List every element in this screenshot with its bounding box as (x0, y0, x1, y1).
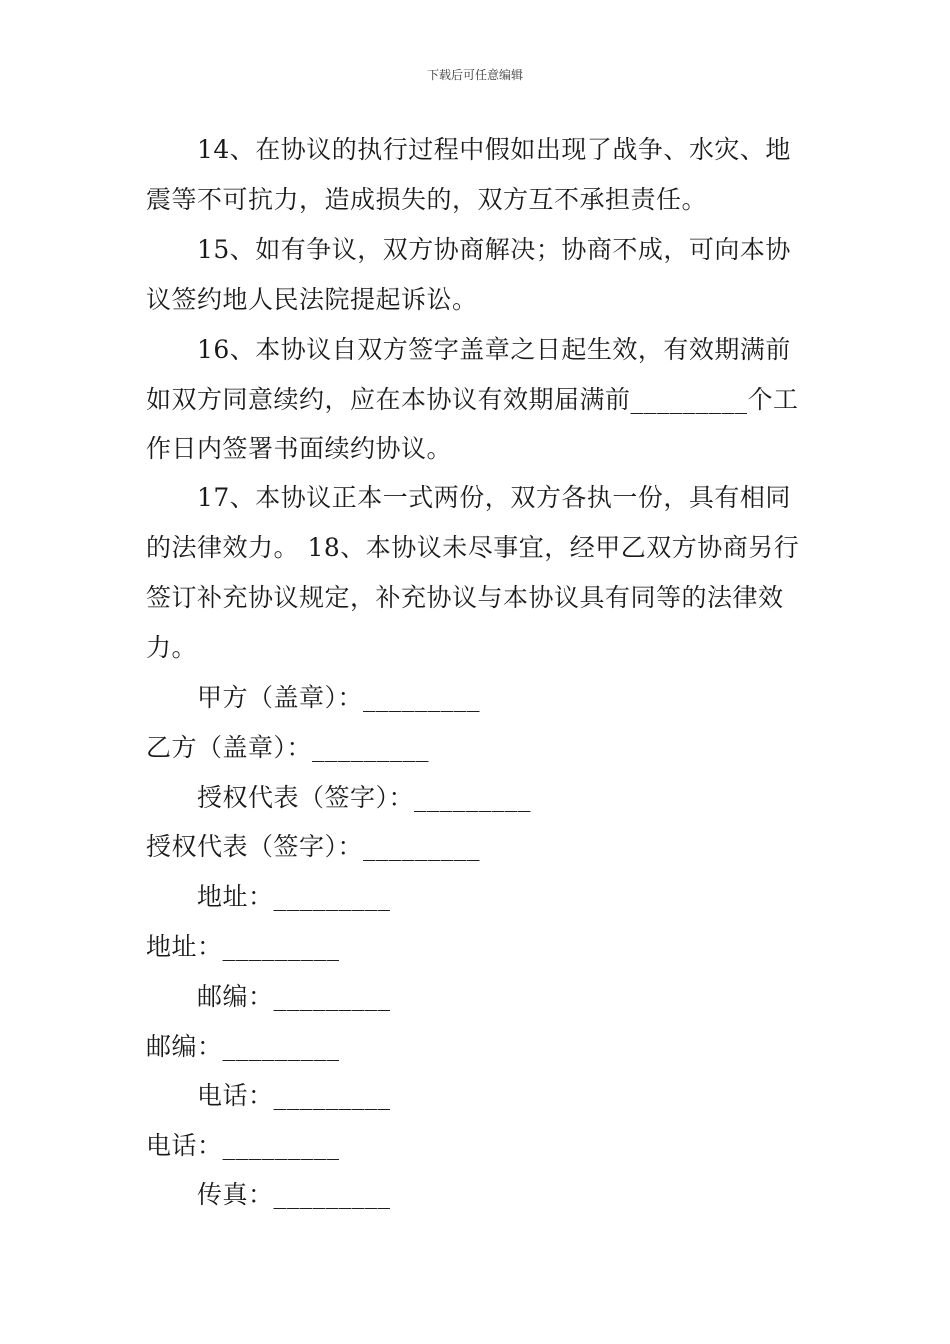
party-a-seal-field: 甲方（盖章）：_________ (197, 683, 481, 712)
party-b-seal-field: 乙方（盖章）：_________ (146, 733, 430, 762)
party-a-fax-field: 传真：_________ (197, 1180, 391, 1209)
page-header: 下载后可任意编辑 (426, 68, 523, 82)
party-b-phone-field: 电话：_________ (146, 1131, 340, 1160)
clause-16-line-1: 16、本协议自双方签字盖章之日起生效，有效期满前 (197, 335, 791, 364)
clause-17-line-2: 的法律效力。 18、本协议未尽事宜，经甲乙双方协商另行 (146, 533, 800, 562)
party-a-address-field: 地址：_________ (197, 882, 391, 911)
clause-15-line-1: 15、如有争议，双方协商解决；协商不成，可向本协 (197, 235, 791, 264)
clause-15-line-2: 议签约地人民法院提起诉讼。 (146, 285, 478, 314)
party-b-postcode-field: 邮编：_________ (146, 1032, 340, 1061)
clause-17-line-1: 17、本协议正本一式两份，双方各执一份，具有相同 (197, 483, 791, 512)
party-b-representative-field: 授权代表（签字）：_________ (146, 832, 481, 861)
party-a-postcode-field: 邮编：_________ (197, 982, 391, 1011)
clause-14-line-2: 震等不可抗力，造成损失的，双方互不承担责任。 (146, 185, 708, 214)
party-a-phone-field: 电话：_________ (197, 1081, 391, 1110)
clause-17-line-4: 力。 (146, 633, 198, 662)
clause-16-line-2: 如双方同意续约，应在本协议有效期届满前_________个工 (146, 385, 799, 414)
party-b-address-field: 地址：_________ (146, 932, 340, 961)
clause-17-line-3: 签订补充协议规定，补充协议与本协议具有同等的法律效 (146, 583, 784, 612)
clause-16-line-3: 作日内签署书面续约协议。 (146, 434, 453, 463)
clause-14-line-1: 14、在协议的执行过程中假如出现了战争、水灾、地 (197, 135, 791, 164)
party-a-representative-field: 授权代表（签字）：_________ (197, 783, 532, 812)
